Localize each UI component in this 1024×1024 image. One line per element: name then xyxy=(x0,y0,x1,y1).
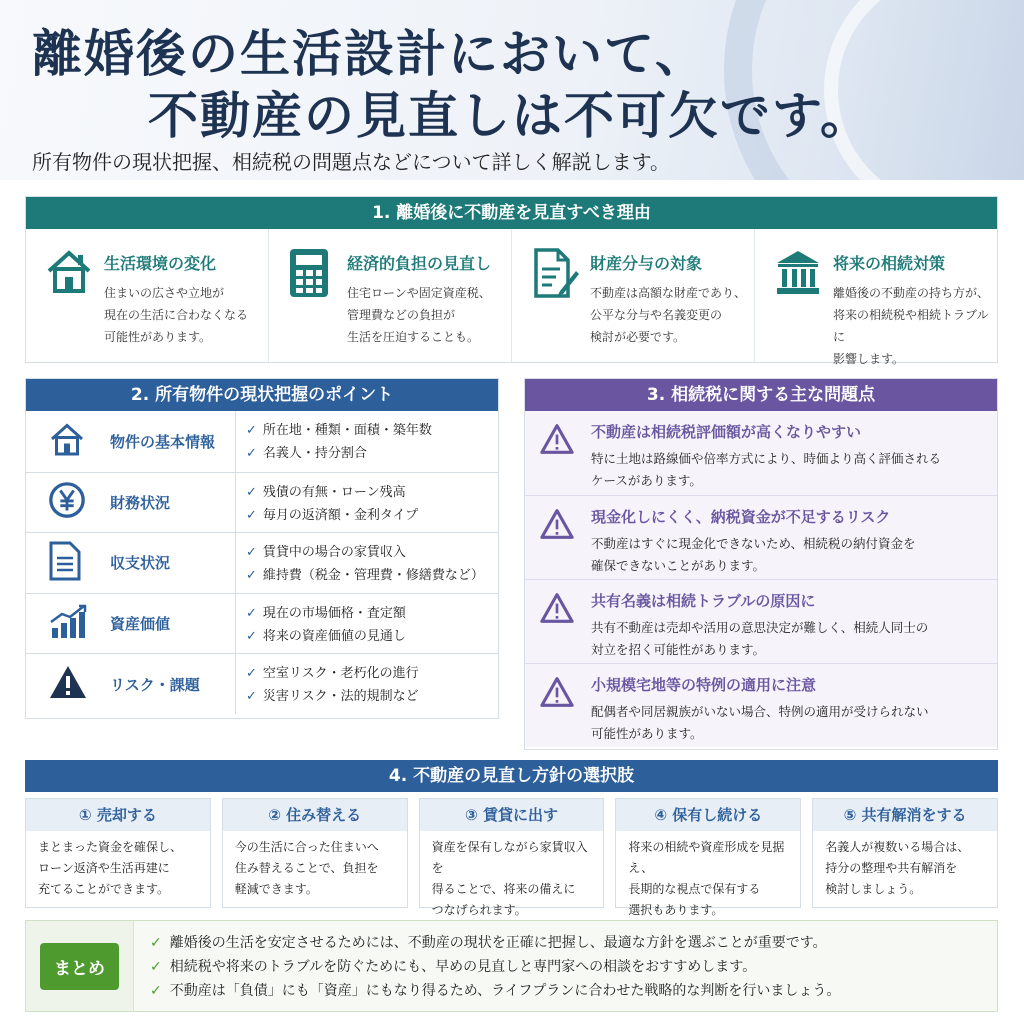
list-item xyxy=(525,411,997,495)
row-label: リスク・課題 xyxy=(110,675,200,694)
page-title-line2: 不動産の見直しは不可欠です。 xyxy=(148,86,872,145)
row-label: 資産価値 xyxy=(110,615,171,634)
warning-icon xyxy=(539,506,591,579)
row-items: ✓ 現在の市場価格・査定額 ✓ 将来の資産価値の見通し xyxy=(246,605,406,644)
option-card xyxy=(25,798,211,908)
check-icon: ✓ xyxy=(246,568,257,584)
reason-text: 住宅ローンや固定資産税、 管理費などの負担が 生活を圧迫することも。 xyxy=(347,286,491,344)
row-items: ✓ 所在地・種類・面積・築年数 ✓ 名義人・持分割合 xyxy=(246,423,432,461)
check-icon: ✓ xyxy=(246,423,257,438)
reason-title: 生活環境の変化 xyxy=(104,254,217,273)
section-reasons xyxy=(25,196,998,366)
reason-card xyxy=(269,229,512,362)
table-row xyxy=(26,593,498,654)
check-icon: ✓ xyxy=(150,935,162,951)
check-icon: ✓ xyxy=(246,605,257,621)
issue-title: 小規模宅地等の特例の適用に注意 xyxy=(591,676,817,694)
table-row xyxy=(26,411,498,472)
summary-point: ✓ 離婚後の生活を安定させるためには、不動産の現状を正確に把握し、最適な方針を選ぶことが重要です。 xyxy=(150,935,827,951)
list-item xyxy=(525,663,997,747)
reason-text: 住まいの広さや立地が 現在の生活に合わなくなる 可能性があります。 xyxy=(104,286,249,344)
row-label: 収支状況 xyxy=(110,554,171,573)
option-text: まとまった資金を確保し、 ローン返済や生活再建に 充てることができます。 xyxy=(38,840,183,896)
issue-text: 不動産はすぐに現金化できないため、相続税の納付資金を 確保できないことがあります。 xyxy=(591,536,916,573)
check-icon: ✓ xyxy=(150,983,162,999)
table-row xyxy=(26,532,498,593)
option-card xyxy=(615,798,801,917)
issue-text: 特に土地は路線価や倍率方式により、時価より高く評価される ケースがあります。 xyxy=(591,451,942,488)
warning-icon xyxy=(48,664,110,704)
check-icon: ✓ xyxy=(246,446,257,461)
table-row xyxy=(26,653,498,714)
option-card xyxy=(222,798,408,908)
bank-building-icon xyxy=(773,247,833,362)
check-icon: ✓ xyxy=(246,507,257,523)
row-items: ✓ 賃貸中の場合の家賃収入 ✓ 維持費（税金・管理費・修繕費など） xyxy=(246,545,484,584)
check-icon: ✓ xyxy=(246,545,257,561)
issue-title: 不動産は相続税評価額が高くなりやすい xyxy=(591,423,862,441)
row-label: 財務状況 xyxy=(110,493,171,512)
summary-box xyxy=(25,920,998,1012)
reason-title: 将来の相続対策 xyxy=(833,254,946,273)
growth-chart-icon xyxy=(48,604,110,644)
reason-title: 財産分与の対象 xyxy=(590,254,703,273)
hero-banner xyxy=(0,0,1024,180)
option-title: ② 住み替える xyxy=(223,799,407,831)
house-icon xyxy=(44,247,104,362)
option-text: 将来の相続や資産形成を見据え、 長期的な視点で保有する 選択もあります。 xyxy=(628,840,785,917)
list-item xyxy=(525,579,997,663)
option-text: 資産を保有しながら家賃収入を 得ることで、将来の備えに つなげられます。 xyxy=(431,840,588,917)
section-heading: 2. 所有物件の現状把握のポイント xyxy=(26,379,498,411)
section-inheritance-issues xyxy=(524,378,998,750)
check-icon: ✓ xyxy=(246,628,257,644)
reason-card xyxy=(755,229,997,366)
option-text: 名義人が複数いる場合は、 持分の整理や共有解消を 検討しましょう。 xyxy=(825,840,970,896)
issue-text: 共有不動産は売却や活用の意思決定が難しく、相続人同士の 対立を招く可能性があります。 xyxy=(591,620,929,657)
check-icon: ✓ xyxy=(246,689,257,705)
row-items: ✓ 残債の有無・ローン残高 ✓ 毎月の返済額・金利タイプ xyxy=(246,484,419,523)
page-subtitle: 所有物件の現状把握、相続税の問題点などについて詳しく解説します。 xyxy=(32,150,670,174)
warning-icon xyxy=(539,421,591,495)
list-item xyxy=(525,495,997,579)
house-icon xyxy=(48,421,110,461)
check-icon: ✓ xyxy=(246,666,257,682)
warning-icon xyxy=(539,590,591,663)
issue-title: 現金化しにくく、納税資金が不足するリスク xyxy=(591,508,891,526)
option-title: ④ 保有し続ける xyxy=(616,799,800,831)
document-pen-icon xyxy=(530,247,590,362)
summary-badge: まとめ xyxy=(40,943,119,990)
summary-point: ✓ 不動産は「負債」にも「資産」にもなり得るため、ライフプランに合わせた戦略的な判断を行いましょう。 xyxy=(150,983,841,999)
check-icon: ✓ xyxy=(150,959,162,975)
row-label: 物件の基本情報 xyxy=(110,432,216,451)
reason-text: 離婚後の不動産の持ち方が、 将来の相続税や相続トラブルに 影響します。 xyxy=(833,286,990,366)
reason-card xyxy=(512,229,755,362)
yen-icon xyxy=(48,481,110,523)
reason-card xyxy=(26,229,269,362)
option-card xyxy=(812,798,998,908)
option-title: ① 売却する xyxy=(26,799,210,831)
calculator-icon xyxy=(287,247,347,362)
document-icon xyxy=(48,541,110,585)
page-title-line1: 離婚後の生活設計において、 xyxy=(32,24,707,83)
reason-text: 不動産は高額な財産であり、 公平な分与や名義変更の 検討が必要です。 xyxy=(590,286,747,344)
issue-title: 共有名義は相続トラブルの原因に xyxy=(591,592,816,610)
issue-text: 配偶者や同居親族がいない場合、特例の適用が受けられない 可能性があります。 xyxy=(591,704,929,741)
summary-point: ✓ 相続税や将来のトラブルを防ぐためにも、早めの見直しと専門家への相談をおすすめします。 xyxy=(150,959,757,975)
section-property-points xyxy=(25,378,499,719)
warning-icon xyxy=(539,674,591,747)
reason-title: 経済的負担の見直し xyxy=(347,254,492,273)
table-row xyxy=(26,472,498,533)
section-heading: 4. 不動産の見直し方針の選択肢 xyxy=(25,760,998,792)
section-heading: 3. 相続税に関する主な問題点 xyxy=(525,379,997,411)
section-options xyxy=(25,798,998,917)
summary-list xyxy=(134,921,840,1011)
option-text: 今の生活に合った住まいへ 住み替えることで、負担を 軽減できます。 xyxy=(234,840,379,896)
option-card xyxy=(419,798,605,917)
row-items: ✓ 空室リスク・老朽化の進行 ✓ 災害リスク・法的規制など xyxy=(246,666,419,705)
section-heading: 1. 離婚後に不動産を見直すべき理由 xyxy=(26,197,997,229)
check-icon: ✓ xyxy=(246,484,257,500)
option-title: ③ 賃貸に出す xyxy=(420,799,604,831)
option-title: ⑤ 共有解消をする xyxy=(813,799,997,831)
